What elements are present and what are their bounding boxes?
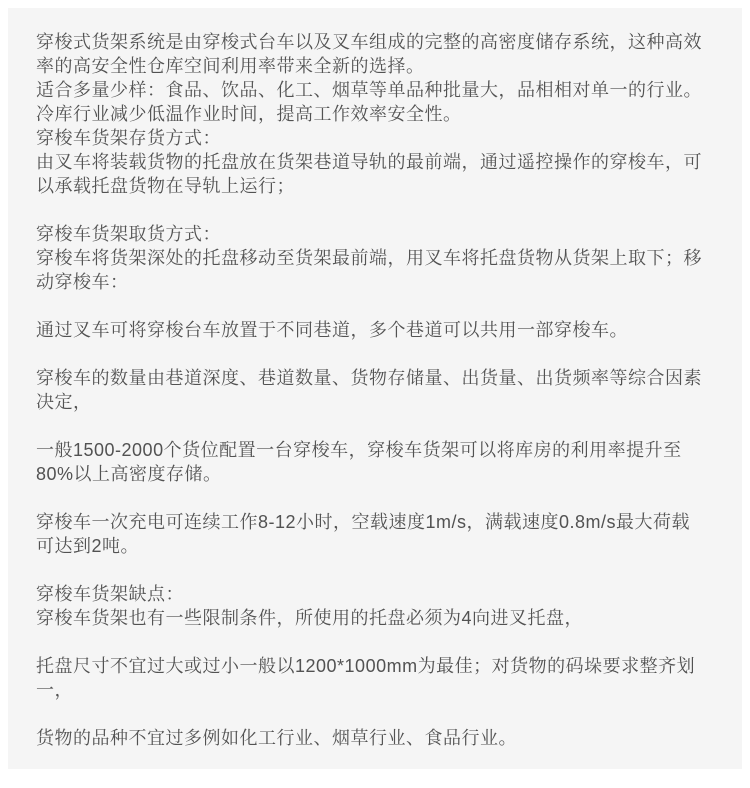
text-line: 一般1500-2000个货位配置一台穿梭车，穿梭车货架可以将库房的利用率提升至 <box>36 440 682 460</box>
text-line: 80%以上高密度存储。 <box>36 464 222 484</box>
text-line: 率的高安全性仓库空间利用率带来全新的选择。 <box>36 56 425 76</box>
paragraph-block <box>36 318 714 342</box>
content-panel <box>8 8 742 769</box>
text-line: 冷库行业减少低温作业时间，提高工作效率安全性。 <box>36 104 462 124</box>
paragraph-block <box>36 654 714 702</box>
text-line: 适合多量少样：食品、饮品、化工、烟草等单品种批量大，品相相对单一的行业。 <box>36 80 702 100</box>
text-line: 穿梭车的数量由巷道深度、巷道数量、货物存储量、出货量、出货频率等综合因素 <box>36 368 702 388</box>
paragraph-block <box>36 438 714 486</box>
paragraph-block <box>36 582 714 630</box>
text-line: 可达到2吨。 <box>36 536 140 556</box>
text-line: 穿梭车将货架深处的托盘移动至货架最前端，用叉车将托盘货物从货架上取下；移 <box>36 248 702 268</box>
paragraph-block <box>36 726 714 750</box>
text-line: 穿梭车一次充电可连续工作8-12小时，空载速度1m/s，满载速度0.8m/s最大荷载 <box>36 512 691 532</box>
text-line: 通过叉车可将穿梭台车放置于不同巷道，多个巷道可以共用一部穿梭车。 <box>36 320 628 340</box>
text-line: 托盘尺寸不宜过大或过小一般以1200*1000mm为最佳；对货物的码垛要求整齐划 <box>36 656 696 676</box>
text-line: 由叉车将装载货物的托盘放在货架巷道导轨的最前端，通过遥控操作的穿梭车，可 <box>36 152 702 172</box>
text-line: 一， <box>36 680 73 700</box>
paragraph-block <box>36 30 714 198</box>
text-line: 穿梭车货架也有一些限制条件，所使用的托盘必须为4向进叉托盘， <box>36 608 584 628</box>
text-line: 穿梭车货架取货方式： <box>36 224 221 244</box>
text-line: 穿梭式货架系统是由穿梭式台车以及叉车组成的完整的高密度储存系统，这种高效 <box>36 32 702 52</box>
text-line: 以承载托盘货物在导轨上运行； <box>36 176 295 196</box>
text-line: 决定， <box>36 392 92 412</box>
text-line: 货物的品种不宜过多例如化工行业、烟草行业、食品行业。 <box>36 728 517 748</box>
text-line: 穿梭车货架存货方式： <box>36 128 221 148</box>
text-line: 动穿梭车： <box>36 272 129 292</box>
text-line: 穿梭车货架缺点： <box>36 584 184 604</box>
paragraph-block <box>36 510 714 558</box>
paragraph-block <box>36 366 714 414</box>
paragraph-block <box>36 222 714 294</box>
